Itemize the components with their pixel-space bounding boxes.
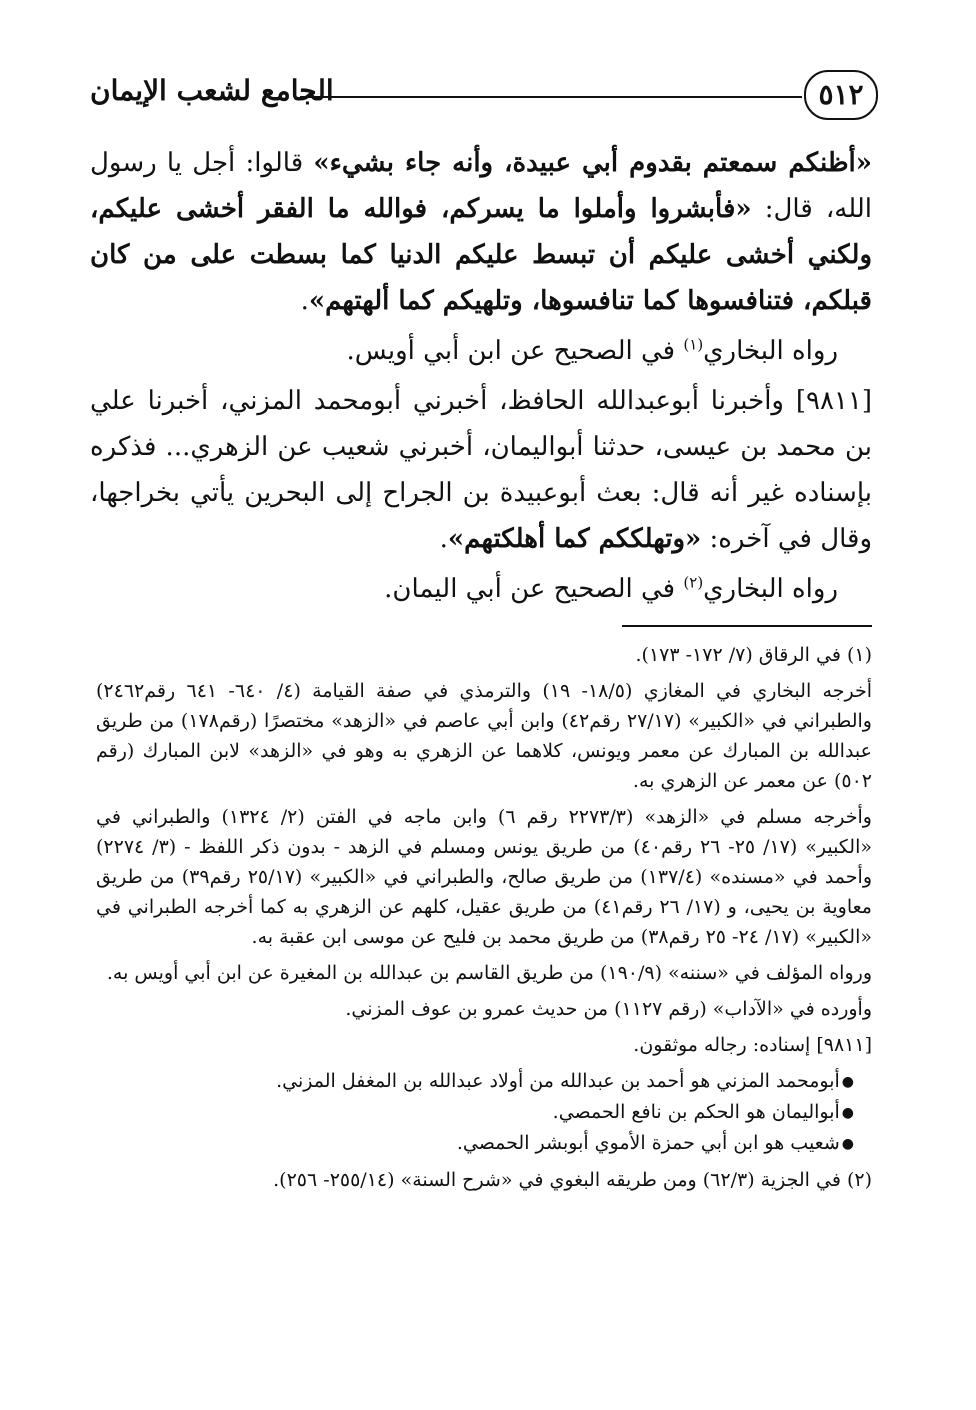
footnotes	[96, 640, 872, 1201]
footnote-ref-1[interactable]: (١)	[683, 335, 704, 354]
footnote-1-takhrij-2: وأخرجه مسلم في «الزهد» (٢٢٧٣/٣ رقم ٦) وابن ماجه في الفتن (٢/ ١٣٢٤) والطبراني في «الكبير» (١٧/ ٢٥- ٢٦ رقم٤٠) من طريق يونس ومسلم في الزهد - بدون ذكر اللفظ - (٣/ ٢٢٧٤) وأحمد في «مسنده» (١٣٧/٤) من طريق صالح، والطبراني في «الكبير» (٢٥/١٧ رقم٣٩) من طريق معاوية بن يحيى، و (١٧/ ٢٦ رقم٤١) من طريق عقيل، كلهم عن الزهري به كما أخرجه الطبراني في «الكبير» (١٧/ ٢٤- ٢٥ رقم٣٨) من طريق محمد بن فليح عن موسى ابن عقبة به.	[96, 806, 872, 948]
punctuation: .	[300, 286, 309, 316]
narrator-list	[96, 1066, 872, 1159]
isnad-text: [٩٨١١] وأخبرنا أبوعبدالله الحافظ، أخبرني أبومحمد المزني، أخبرنا علي بن محمد بن عيسى، حدثنا أبواليمان، أخبرني شعيب عن الزهري... فذكره بإسناده غير أنه قال: بعث أبوعبيدة بن الجراح إلى البحرين يأتي بخراجها، وقال في آخره:	[90, 386, 872, 554]
book-title: الجامع لشعب الإيمان	[90, 74, 334, 107]
footnote-separator	[622, 625, 872, 627]
hadith-quote-1: «أظنكم سمعتم بقدوم أبي عبيدة، وأنه جاء بشيء»	[313, 148, 872, 178]
list-item	[96, 1128, 854, 1159]
footnote-1: (١) في الرقاق (٧/ ١٧٢- ١٧٣).	[635, 644, 872, 666]
narrative-text: قالوا: أجل يا رسول الله، قال:	[90, 148, 872, 224]
hadith-text-paragraph	[90, 140, 872, 324]
hadith-quote-2: «فأبشروا وأملوا ما يسركم، فوالله ما الفقر أخشى عليكم، ولكني أخشى عليكم أن تبسط عليكم الدنيا كما بسطت على من كان قبلكم، فتنافسوها كما تنافسوها، وتلهيكم كما ألهتهم»	[90, 194, 872, 316]
footnote-1-takhrij-3: ورواه المؤلف في «سننه» (١٩٠/٩) من طريق القاسم بن عبدالله بن المغيرة عن ابن أبي أويس به.	[106, 962, 872, 984]
list-item-text: أبومحمد المزني هو أحمد بن عبدالله من أولاد عبدالله بن المغفل المزني.	[276, 1070, 840, 1092]
narration-1-text-b: في الصحيح عن ابن أبي أويس.	[346, 336, 684, 366]
bullet-icon: ●	[841, 1105, 854, 1121]
narration-2	[90, 566, 872, 612]
list-item-text: أبواليمان هو الحكم بن نافع الحمصي.	[552, 1101, 840, 1123]
isnad-paragraph	[90, 378, 872, 562]
main-text	[90, 140, 872, 612]
narration-1-text-a: رواه البخاري	[703, 336, 838, 366]
isnad-label: [٩٨١١] إسناده: رجاله موثقون.	[633, 1034, 872, 1056]
list-item-text: شعيب هو ابن أبي حمزة الأموي أبوبشر الحمصي.	[456, 1132, 840, 1154]
punctuation: .	[439, 524, 448, 554]
page-header	[90, 70, 878, 122]
bullet-icon: ●	[841, 1136, 854, 1152]
header-rule	[300, 96, 802, 98]
narration-2-text-a: رواه البخاري	[703, 574, 838, 604]
footnote-2: (٢) في الجزية (٦٢/٣) ومن طريقه البغوي في «شرح السنة» (٢٥٥/١٤- ٢٥٦).	[273, 1169, 872, 1191]
bullet-icon: ●	[841, 1074, 854, 1090]
page-number: ٥١٢	[804, 70, 878, 120]
list-item	[96, 1097, 854, 1128]
footnote-ref-2[interactable]: (٢)	[683, 573, 704, 592]
footnote-1-takhrij-4: وأورده في «الآداب» (رقم ١١٢٧) من حديث عمرو بن عوف المزني.	[345, 998, 872, 1020]
narration-1	[90, 328, 872, 374]
list-item	[96, 1066, 854, 1097]
hadith-quote-3: «وتهلككم كما أهلكتهم»	[447, 524, 702, 554]
footnote-1-takhrij-1: أخرجه البخاري في المغازي (١٨/٥- ١٩) والترمذي في صفة القيامة (٤/ ٦٤٠- ٦٤١ رقم٢٤٦٢) والطبراني في «الكبير» (٢٧/١٧ رقم٤٢) وابن أبي عاصم في «الزهد» مختصرًا (رقم١٧٨) من طريق عبدالله بن المبارك عن معمر ويونس، كلاهما عن الزهري به وهو في «الزهد» لابن المبارك (رقم ٥٠٢) عن معمر عن الزهري به.	[96, 680, 872, 792]
narration-2-text-b: في الصحيح عن أبي اليمان.	[384, 574, 684, 604]
